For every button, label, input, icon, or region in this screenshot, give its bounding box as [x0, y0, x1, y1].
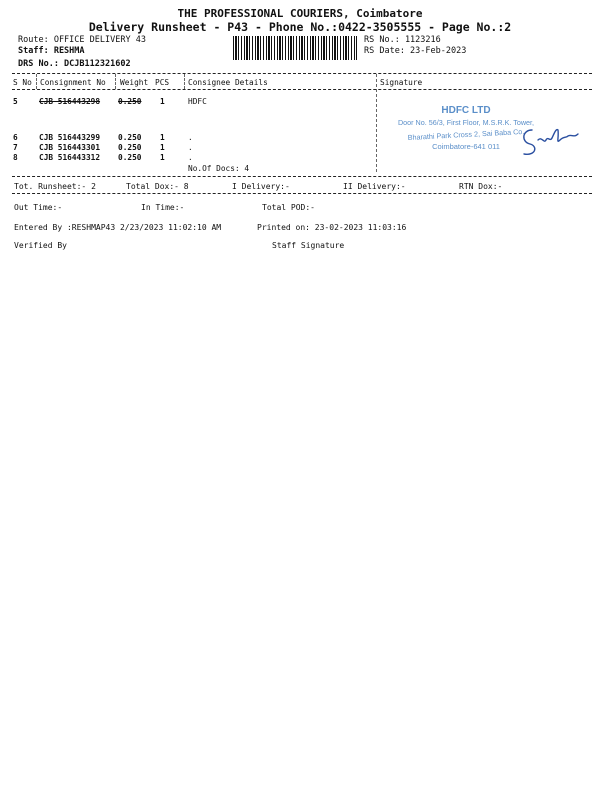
table-row-consignment: CJB 516443298	[39, 97, 101, 106]
table-header-rule	[12, 89, 592, 90]
table-row-sno: 6	[13, 133, 18, 142]
total-dox: Total Dox:- 8	[126, 182, 189, 191]
runsheet-title: Delivery Runsheet - P43 - Phone No.:0422-3505555 - Page No.:2	[88, 20, 512, 34]
table-row-weight: 0.250	[118, 97, 142, 106]
stamp-line3: Coimbatore-641 011	[432, 142, 500, 151]
col-weight: Weight	[120, 78, 149, 87]
staff: Staff: RESHMA	[18, 46, 85, 56]
table-row-pcs: 1	[160, 133, 165, 142]
table-row-details: .	[188, 153, 193, 162]
table-row-pcs: 1	[160, 97, 165, 106]
out-time: Out Time:-	[14, 203, 63, 212]
table-row-weight: 0.250	[118, 153, 142, 162]
totals-rule	[12, 176, 592, 177]
col-consignee: Consignee Details	[188, 78, 268, 87]
verified-by: Verified By	[14, 241, 67, 250]
in-time: In Time:-	[141, 203, 185, 212]
table-row-details: HDFC	[188, 97, 207, 106]
col-divider	[36, 74, 37, 89]
ii-delivery: II Delivery:-	[343, 182, 406, 191]
stamp-name: HDFC LTD	[441, 105, 491, 116]
signature-col-divider	[376, 74, 377, 172]
col-divider	[115, 74, 116, 89]
table-row-weight: 0.250	[118, 133, 142, 142]
table-row-details: .	[188, 143, 193, 152]
no-of-docs: No.Of Docs: 4	[188, 164, 250, 173]
table-row-pcs: 1	[160, 143, 165, 152]
barcode	[233, 36, 357, 60]
handwritten-signature	[518, 124, 580, 160]
col-consignment: Consignment No	[40, 78, 106, 87]
table-row-pcs: 1	[160, 153, 165, 162]
route: Route: OFFICE DELIVERY 43	[18, 35, 146, 45]
table-row-consignment: CJB 516443301	[39, 143, 101, 152]
rtn-dox: RTN Dox:-	[459, 182, 503, 191]
col-pcs: PCS	[155, 78, 170, 87]
total-runsheet: Tot. Runsheet:- 2	[14, 182, 96, 191]
drs-number: DRS No.: DCJB112321602	[18, 59, 131, 69]
company-name: THE PROFESSIONAL COURIERS, Coimbatore	[177, 7, 423, 20]
table-row-sno: 8	[13, 153, 18, 162]
table-row-consignment: CJB 516443299	[39, 133, 101, 142]
table-top-rule	[12, 73, 592, 74]
col-divider	[184, 74, 185, 89]
table-row-sno: 7	[13, 143, 18, 152]
table-row-details: .	[188, 133, 193, 142]
rs-date: RS Date: 23-Feb-2023	[364, 46, 467, 56]
col-signature: Signature	[380, 78, 423, 87]
table-row-consignment: CJB 516443312	[39, 153, 101, 162]
stamp-line2: Bharathi Park Cross 2, Sai Baba Co.	[407, 126, 525, 143]
rs-number: RS No.: 1123216	[364, 35, 441, 45]
stamp-line1: Door No. 56/3, First Floor, M.S.R.K. Tower,	[397, 118, 535, 127]
staff-signature: Staff Signature	[272, 241, 345, 250]
i-delivery: I Delivery:-	[232, 182, 290, 191]
totals-bottom-rule	[12, 193, 592, 194]
printed-on: Printed on: 23-02-2023 11:03:16	[257, 223, 407, 232]
table-row-weight: 0.250	[118, 143, 142, 152]
col-sno: S No	[13, 78, 32, 87]
entered-by: Entered By :RESHMAP43 2/23/2023 11:02:10 AM	[14, 223, 222, 232]
total-pod: Total POD:-	[262, 203, 315, 212]
table-row-sno: 5	[13, 97, 18, 106]
